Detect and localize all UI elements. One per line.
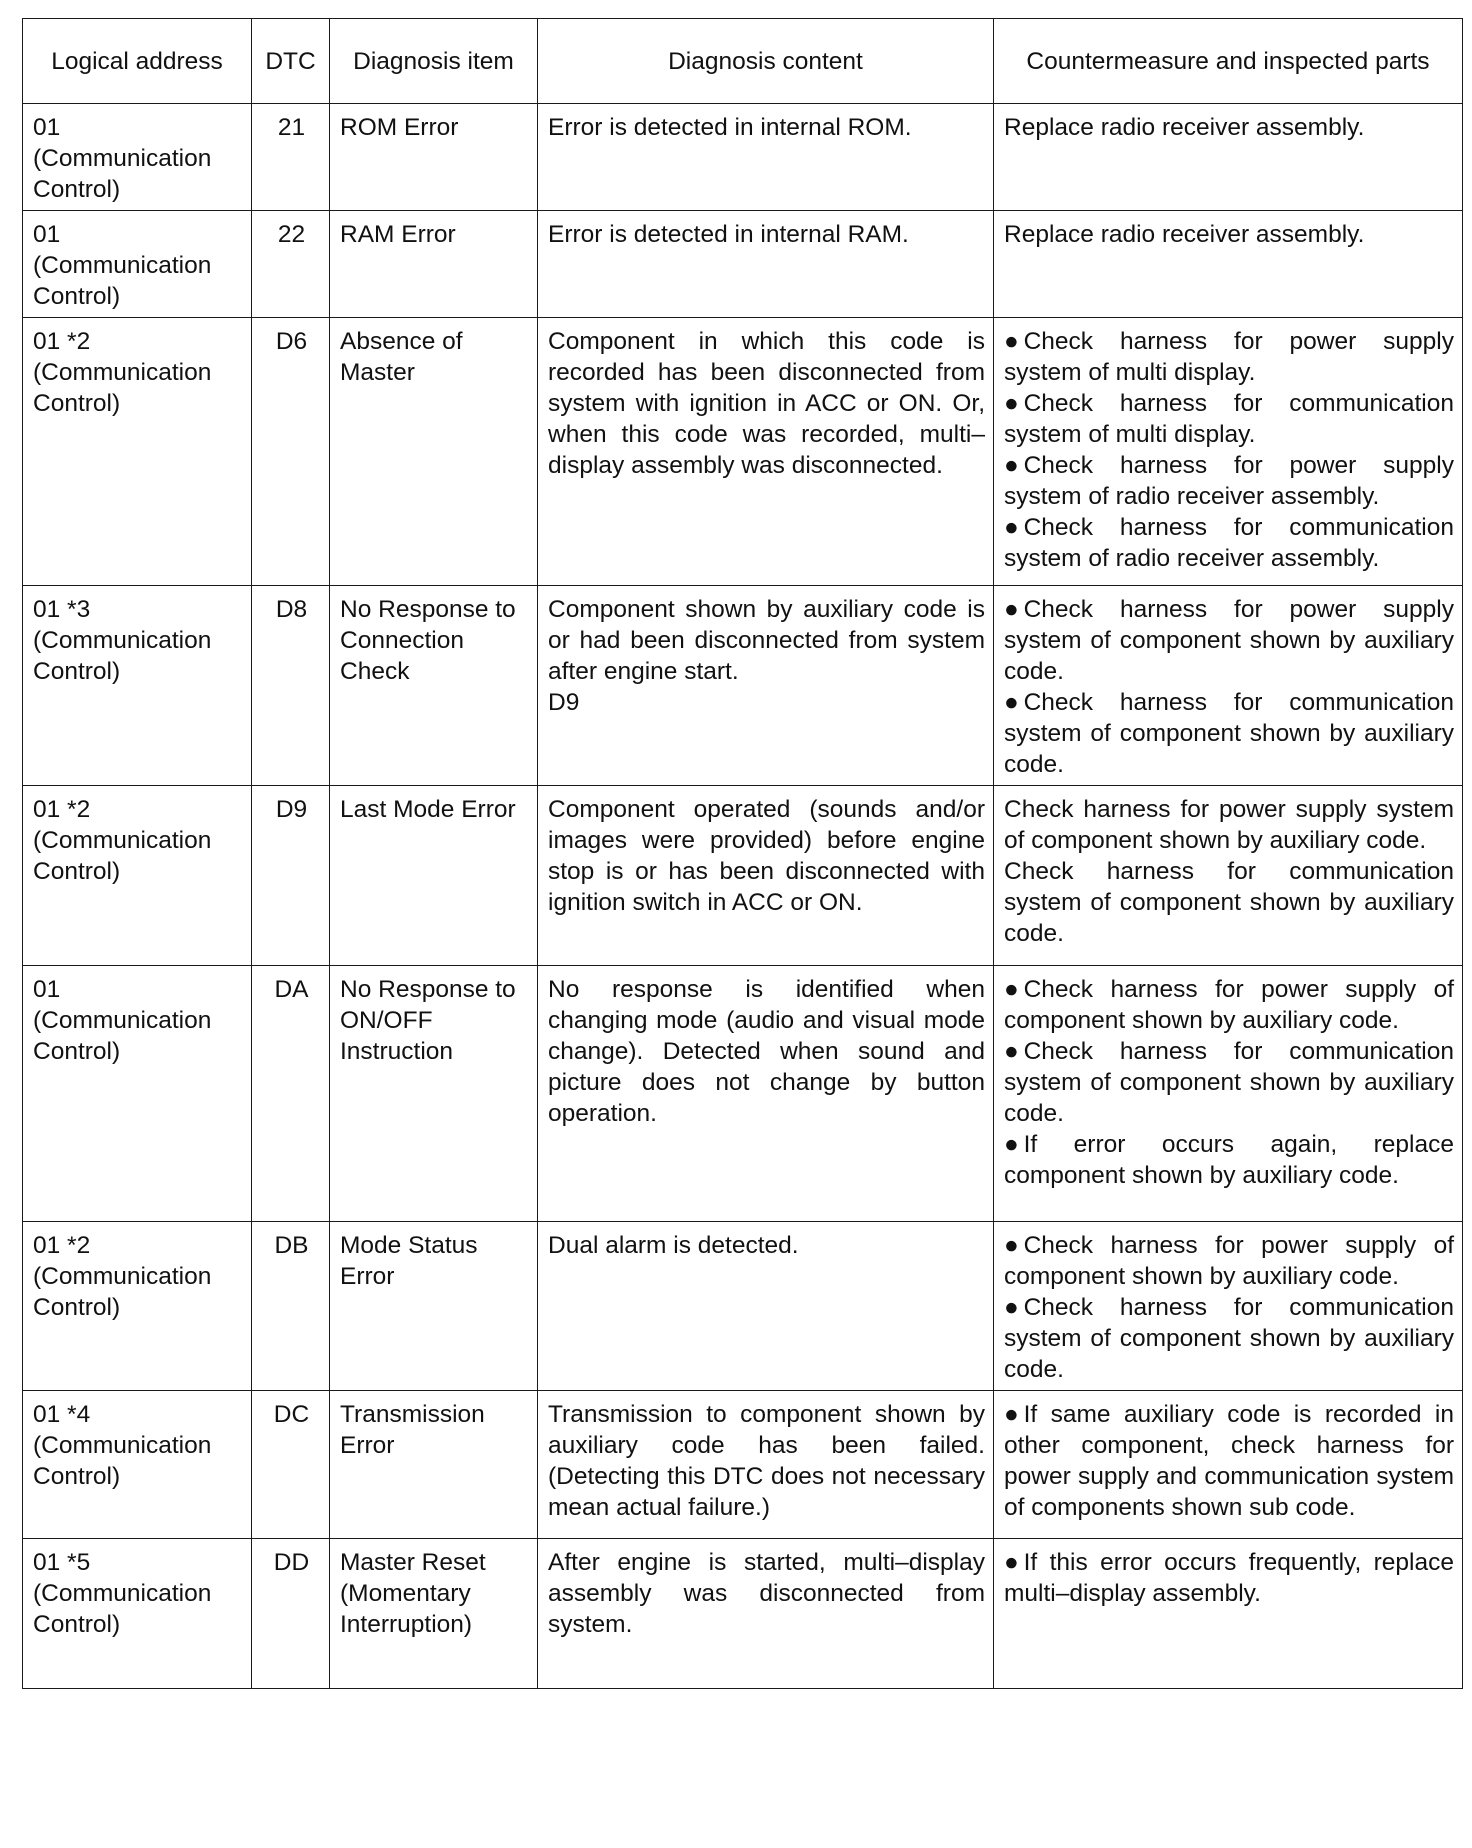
bullet-icon: ● [1004, 596, 1019, 623]
cell-countermeasure [994, 586, 1463, 786]
cell-dtc: DA [252, 966, 330, 1222]
cell-logical-address [23, 104, 252, 211]
cell-countermeasure [994, 104, 1463, 211]
address-subtitle: (Communication Control) [33, 1580, 212, 1638]
cell-logical-address [23, 318, 252, 586]
countermeasure-item [1004, 112, 1454, 143]
cell-logical-address [23, 1539, 252, 1689]
cell-diagnosis-content [538, 786, 994, 966]
cell-countermeasure [994, 966, 1463, 1222]
countermeasure-item [1004, 594, 1454, 687]
cell-diagnosis-item: Transmission Error [330, 1391, 538, 1539]
content-text: Error is detected in internal ROM. [548, 114, 912, 141]
content-extra: D9 [548, 689, 580, 716]
countermeasure-text: If error occurs again, replace component shown by auxiliary code. [1004, 1131, 1454, 1189]
content-text: Dual alarm is detected. [548, 1232, 799, 1259]
countermeasure-item [1004, 687, 1454, 780]
cell-countermeasure [994, 1539, 1463, 1689]
cell-logical-address [23, 1391, 252, 1539]
countermeasure-text: Check harness for communication system of multi display. [1004, 390, 1454, 448]
header-diagnosis-content: Diagnosis content [538, 19, 994, 104]
cell-countermeasure [994, 211, 1463, 318]
address-code: 01 [33, 114, 61, 141]
table-row [23, 586, 1463, 786]
header-countermeasure: Countermeasure and inspected parts [994, 19, 1463, 104]
bullet-icon: ● [1004, 689, 1019, 716]
table-row [23, 104, 1463, 211]
cell-logical-address [23, 211, 252, 318]
address-subtitle: (Communication Control) [33, 1432, 212, 1490]
cell-dtc: DB [252, 1222, 330, 1391]
content-text: No response is identified when changing mode (audio and visual mode change). Detected when sound and picture does not change by button operation. [548, 976, 985, 1127]
countermeasure-item [1004, 974, 1454, 1036]
countermeasure-text: Check harness for communication system of component shown by auxiliary code. [1004, 1038, 1454, 1127]
cell-dtc: D9 [252, 786, 330, 966]
countermeasure-text: Check harness for communication system of component shown by auxiliary code. [1004, 689, 1454, 778]
countermeasure-text: Check harness for power supply of component shown by auxiliary code. [1004, 1232, 1454, 1290]
countermeasure-item [1004, 794, 1454, 856]
countermeasure-item [1004, 856, 1454, 949]
countermeasure-text: Check harness for communication system of component shown by auxiliary code. [1004, 858, 1454, 947]
address-subtitle: (Communication Control) [33, 1007, 212, 1065]
countermeasure-item [1004, 219, 1454, 250]
cell-dtc: 21 [252, 104, 330, 211]
content-text: Error is detected in internal RAM. [548, 221, 909, 248]
countermeasure-text: Replace radio receiver assembly. [1004, 221, 1365, 248]
address-code: 01 *2 [33, 796, 91, 823]
table-row [23, 211, 1463, 318]
cell-diagnosis-item: Master Reset (Momentary Interruption) [330, 1539, 538, 1689]
address-subtitle: (Communication Control) [33, 145, 212, 203]
cell-logical-address [23, 1222, 252, 1391]
content-text: Transmission to component shown by auxiliary code has been failed. (Detecting this DTC does not necessary mean actual failure.) [548, 1401, 985, 1521]
cell-countermeasure [994, 1391, 1463, 1539]
countermeasure-text: Check harness for communication system of component shown by auxiliary code. [1004, 1294, 1454, 1383]
countermeasure-text: If this error occurs frequently, replace multi–display assembly. [1004, 1549, 1454, 1607]
header-logical-address: Logical address [23, 19, 252, 104]
bullet-icon: ● [1004, 390, 1019, 417]
address-code: 01 *5 [33, 1549, 91, 1576]
cell-countermeasure [994, 786, 1463, 966]
table-row [23, 966, 1463, 1222]
address-subtitle: (Communication Control) [33, 252, 212, 310]
countermeasure-item [1004, 388, 1454, 450]
cell-diagnosis-content [538, 586, 994, 786]
header-diagnosis-item: Diagnosis item [330, 19, 538, 104]
cell-diagnosis-content [538, 1539, 994, 1689]
countermeasure-item [1004, 1399, 1454, 1523]
bullet-icon: ● [1004, 514, 1019, 541]
cell-diagnosis-content [538, 1222, 994, 1391]
content-text: Component in which this code is recorded has been disconnected from system with ignition in ACC or ON. Or, when this code was recorded, multi–display assembly was disconnected. [548, 328, 985, 479]
table-row [23, 318, 1463, 586]
address-code: 01 [33, 221, 61, 248]
countermeasure-text: If same auxiliary code is recorded in other component, check harness for power supply and communication system of components shown sub code. [1004, 1401, 1454, 1521]
address-code: 01 [33, 976, 61, 1003]
bullet-icon: ● [1004, 452, 1019, 479]
countermeasure-text: Check harness for power supply system of component shown by auxiliary code. [1004, 796, 1454, 854]
countermeasure-item [1004, 1547, 1454, 1609]
cell-diagnosis-content [538, 1391, 994, 1539]
table-row [23, 1391, 1463, 1539]
table-row [23, 1222, 1463, 1391]
bullet-icon: ● [1004, 1232, 1019, 1259]
countermeasure-item [1004, 1036, 1454, 1129]
table-row [23, 1539, 1463, 1689]
bullet-icon: ● [1004, 1549, 1019, 1576]
address-subtitle: (Communication Control) [33, 359, 212, 417]
cell-countermeasure [994, 1222, 1463, 1391]
content-text: Component shown by auxiliary code is or had been disconnected from system after engine start. [548, 596, 985, 685]
cell-diagnosis-content [538, 211, 994, 318]
cell-dtc: DD [252, 1539, 330, 1689]
countermeasure-text: Check harness for power supply system of component shown by auxiliary code. [1004, 596, 1454, 685]
countermeasure-item [1004, 326, 1454, 388]
cell-dtc: D6 [252, 318, 330, 586]
cell-diagnosis-content [538, 318, 994, 586]
content-text: Component operated (sounds and/or images were provided) before engine stop is or has been disconnected with ignition switch in ACC or ON. [548, 796, 985, 916]
cell-logical-address [23, 966, 252, 1222]
cell-dtc: 22 [252, 211, 330, 318]
bullet-icon: ● [1004, 1401, 1019, 1428]
countermeasure-text: Check harness for power supply system of radio receiver assembly. [1004, 452, 1454, 510]
cell-countermeasure [994, 318, 1463, 586]
content-text: After engine is started, multi–display assembly was disconnected from system. [548, 1549, 985, 1638]
address-code: 01 *3 [33, 596, 91, 623]
countermeasure-item [1004, 1230, 1454, 1292]
bullet-icon: ● [1004, 1131, 1019, 1158]
cell-diagnosis-content [538, 966, 994, 1222]
cell-dtc: DC [252, 1391, 330, 1539]
cell-logical-address [23, 586, 252, 786]
table-row [23, 786, 1463, 966]
countermeasure-item [1004, 450, 1454, 512]
cell-diagnosis-content [538, 104, 994, 211]
address-subtitle: (Communication Control) [33, 1263, 212, 1321]
address-code: 01 *2 [33, 1232, 91, 1259]
bullet-icon: ● [1004, 1038, 1019, 1065]
bullet-icon: ● [1004, 328, 1019, 355]
address-code: 01 *2 [33, 328, 91, 355]
countermeasure-text: Replace radio receiver assembly. [1004, 114, 1365, 141]
address-subtitle: (Communication Control) [33, 627, 212, 685]
cell-logical-address [23, 786, 252, 966]
countermeasure-text: Check harness for communication system of radio receiver assembly. [1004, 514, 1454, 572]
table-body [23, 104, 1463, 1689]
cell-diagnosis-item: Absence of Master [330, 318, 538, 586]
cell-diagnosis-item: No Response to ON/OFF Instruction [330, 966, 538, 1222]
address-code: 01 *4 [33, 1401, 91, 1428]
header-dtc: DTC [252, 19, 330, 104]
bullet-icon: ● [1004, 976, 1019, 1003]
countermeasure-item [1004, 1129, 1454, 1191]
cell-diagnosis-item: ROM Error [330, 104, 538, 211]
cell-dtc: D8 [252, 586, 330, 786]
countermeasure-text: Check harness for power supply system of multi display. [1004, 328, 1454, 386]
bullet-icon: ● [1004, 1294, 1019, 1321]
dtc-table [22, 18, 1463, 1689]
countermeasure-text: Check harness for power supply of component shown by auxiliary code. [1004, 976, 1454, 1034]
countermeasure-item [1004, 512, 1454, 574]
cell-diagnosis-item: Mode Status Error [330, 1222, 538, 1391]
cell-diagnosis-item: No Response to Connection Check [330, 586, 538, 786]
cell-diagnosis-item: Last Mode Error [330, 786, 538, 966]
table-header-row [23, 19, 1463, 104]
countermeasure-item [1004, 1292, 1454, 1385]
address-subtitle: (Communication Control) [33, 827, 212, 885]
cell-diagnosis-item: RAM Error [330, 211, 538, 318]
